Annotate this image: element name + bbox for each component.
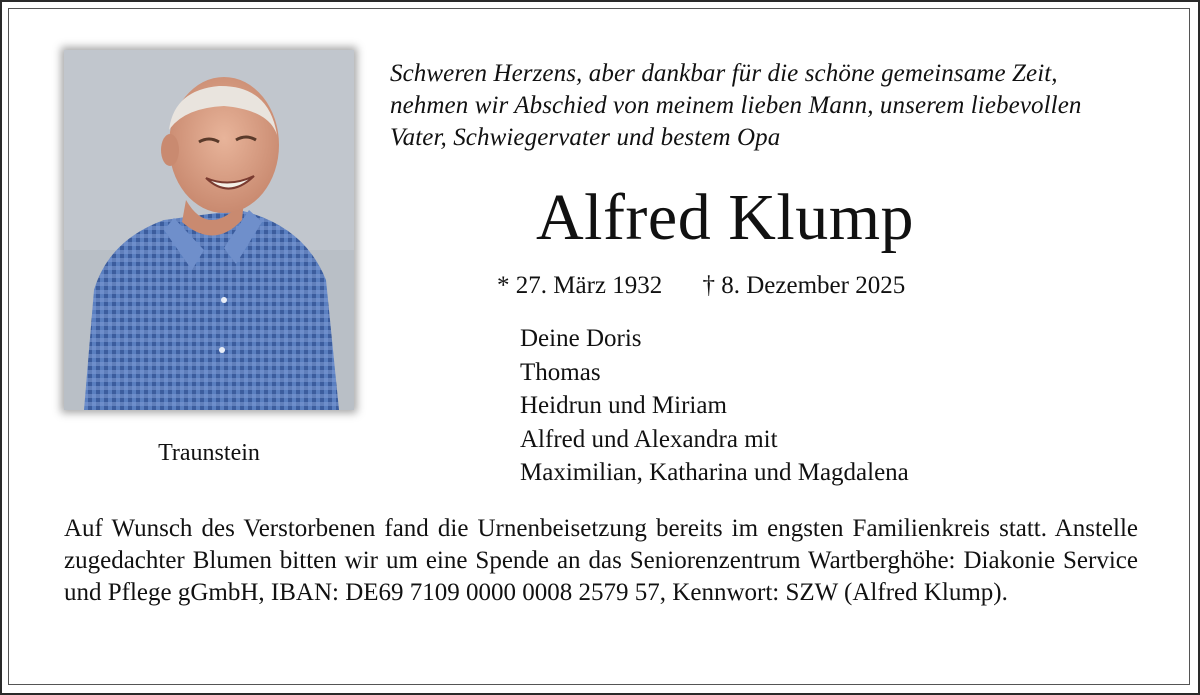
birth-date: * 27. März 1932 xyxy=(497,272,663,299)
portrait-photo xyxy=(64,50,354,410)
mourner-item: Maximilian, Katharina und Magdalena xyxy=(520,459,909,486)
mourner-item: Heidrun und Miriam xyxy=(520,392,727,419)
intro-text: Schweren Herzens, aber dankbar für die schöne gemeinsame Zeit, nehmen wir Abschied von meinem lieben Mann, unserem liebevollen Vater, Schwiegervater und bestem Opa xyxy=(390,60,1082,151)
deceased-name: Alfred Klump xyxy=(535,181,915,254)
death-date: † 8. Dezember 2025 xyxy=(702,272,906,299)
mourners-list xyxy=(520,322,909,490)
mourner-item: Deine Doris xyxy=(520,325,642,352)
notice-text: Auf Wunsch des Verstorbenen fand die Urnenbeisetzung bereits im engsten Familienkreis statt. Anstelle zugedachter Blumen bitten wir um eine Spende an das Seniorenzentrum Wartberghöhe: Diakonie Service und Pflege gGmbH, IBAN: DE69 7109 0000 0008 2579 57, Kennwort: SZW (Alfred Klump). xyxy=(64,515,1138,606)
life-dates xyxy=(497,272,905,300)
place-of-residence: Traunstein xyxy=(158,440,260,466)
mourner-item: Thomas xyxy=(520,358,601,386)
mourner-item: Alfred und Alexandra mit xyxy=(520,425,778,453)
